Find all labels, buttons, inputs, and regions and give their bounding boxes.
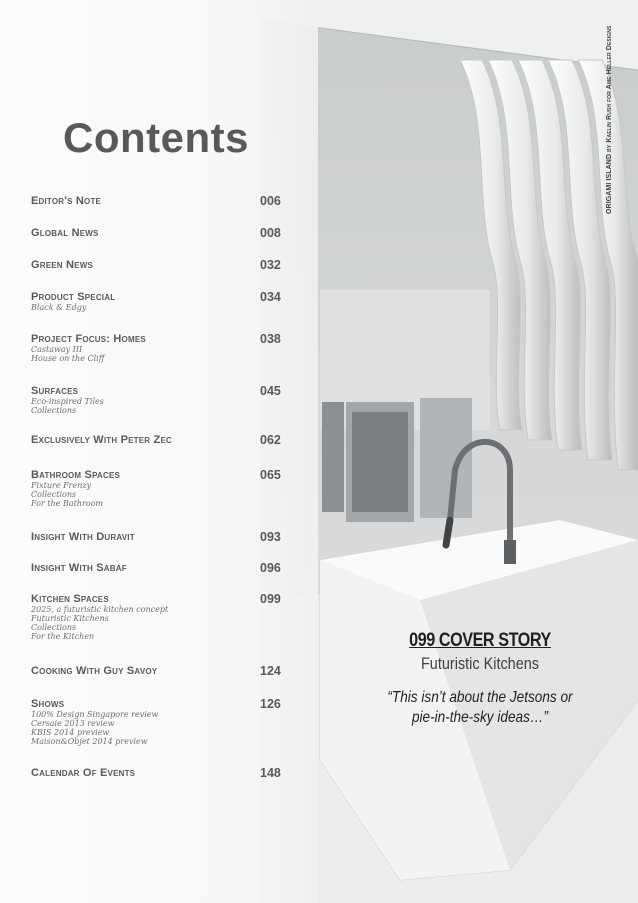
toc-page-number: 038 [260,332,281,346]
toc-heading: Exclusively With Peter Zec [31,434,172,446]
cover-story-title: 099 COVER STORY [409,630,551,651]
toc-page-number: 099 [260,592,281,606]
cover-story-subtitle: Futuristic Kitchens [420,654,540,673]
toc-page-number: 006 [260,194,281,208]
toc-subheading: Eco-inspired Tiles [31,397,104,406]
toc-entry[interactable] [31,333,291,363]
toc-subheading: Maison&Objet 2014 preview [31,737,148,746]
toc-subheading: Futuristic Kitchens [31,614,109,623]
toc-heading: Editor's Note [31,195,102,207]
toc-page-number: 148 [260,766,281,780]
toc-page-number: 096 [260,561,281,575]
toc-heading: Bathroom Spaces [31,469,121,481]
toc-page-number: 093 [260,530,281,544]
toc-entry[interactable] [31,434,291,446]
toc-page-number: 065 [260,468,281,482]
toc-heading: Calendar Of Events [31,767,136,779]
toc-heading: Insight With Sabaf [31,562,127,574]
toc-page-number: 124 [260,664,281,678]
toc-heading: Project Focus: Homes [31,333,146,345]
toc-subheading: Fixture Frenzy [31,481,92,490]
toc-heading: Cooking With Guy Savoy [31,665,158,677]
toc-entry[interactable] [31,698,291,746]
toc-subheading: 2025, a futuristic kitchen concept [31,605,169,614]
toc-page-number: 126 [260,697,281,711]
toc-page-number: 062 [260,433,281,447]
toc-entry[interactable] [31,531,291,543]
toc-entry[interactable] [31,291,291,312]
toc-subheading: Collections [31,406,77,415]
toc-entry[interactable] [31,562,291,574]
toc-entry[interactable] [31,665,291,677]
toc-entry[interactable] [31,593,291,641]
page-title: Contents [63,114,249,161]
toc-subheading: Collections [31,623,77,632]
toc-entry[interactable] [31,227,291,239]
toc-subheading: Black & Edgy [31,303,87,312]
toc-entry[interactable] [31,767,291,779]
photo-credit: ORIGAMI ISLAND by Kaelin Rush for Ame Heller Designs [606,25,613,214]
toc-subheading: For the Kitchen [31,632,95,641]
cover-story-quote: “This isn’t about the Jetsons or pie-in-the-sky ideas…” [387,689,573,726]
toc-heading: Product Special [31,291,116,303]
cover-story-callout[interactable] [370,630,590,728]
toc-page-number: 034 [260,290,281,304]
toc-heading: Kitchen Spaces [31,593,109,605]
toc-subheading: Collections [31,490,77,499]
toc-subheading: 100% Design Singapore review [31,710,159,719]
toc-heading: Green News [31,259,94,271]
toc-entry[interactable] [31,385,291,415]
toc-entry[interactable] [31,469,291,508]
toc-heading: Global News [31,227,99,239]
toc-subheading: KBIS 2014 preview [31,728,110,737]
toc-entry[interactable] [31,195,291,207]
toc-entry[interactable] [31,259,291,271]
toc-subheading: House on the Cliff [31,354,105,363]
toc-subheading: Cersaie 2013 review [31,719,115,728]
toc-heading: Surfaces [31,385,79,397]
toc-subheading: Castaway III [31,345,83,354]
toc-subheading: For the Bathroom [31,499,103,508]
toc-page-number: 045 [260,384,281,398]
toc-heading: Insight With Duravit [31,531,135,543]
toc-page-number: 008 [260,226,281,240]
toc-heading: Shows [31,698,65,710]
toc-page-number: 032 [260,258,281,272]
